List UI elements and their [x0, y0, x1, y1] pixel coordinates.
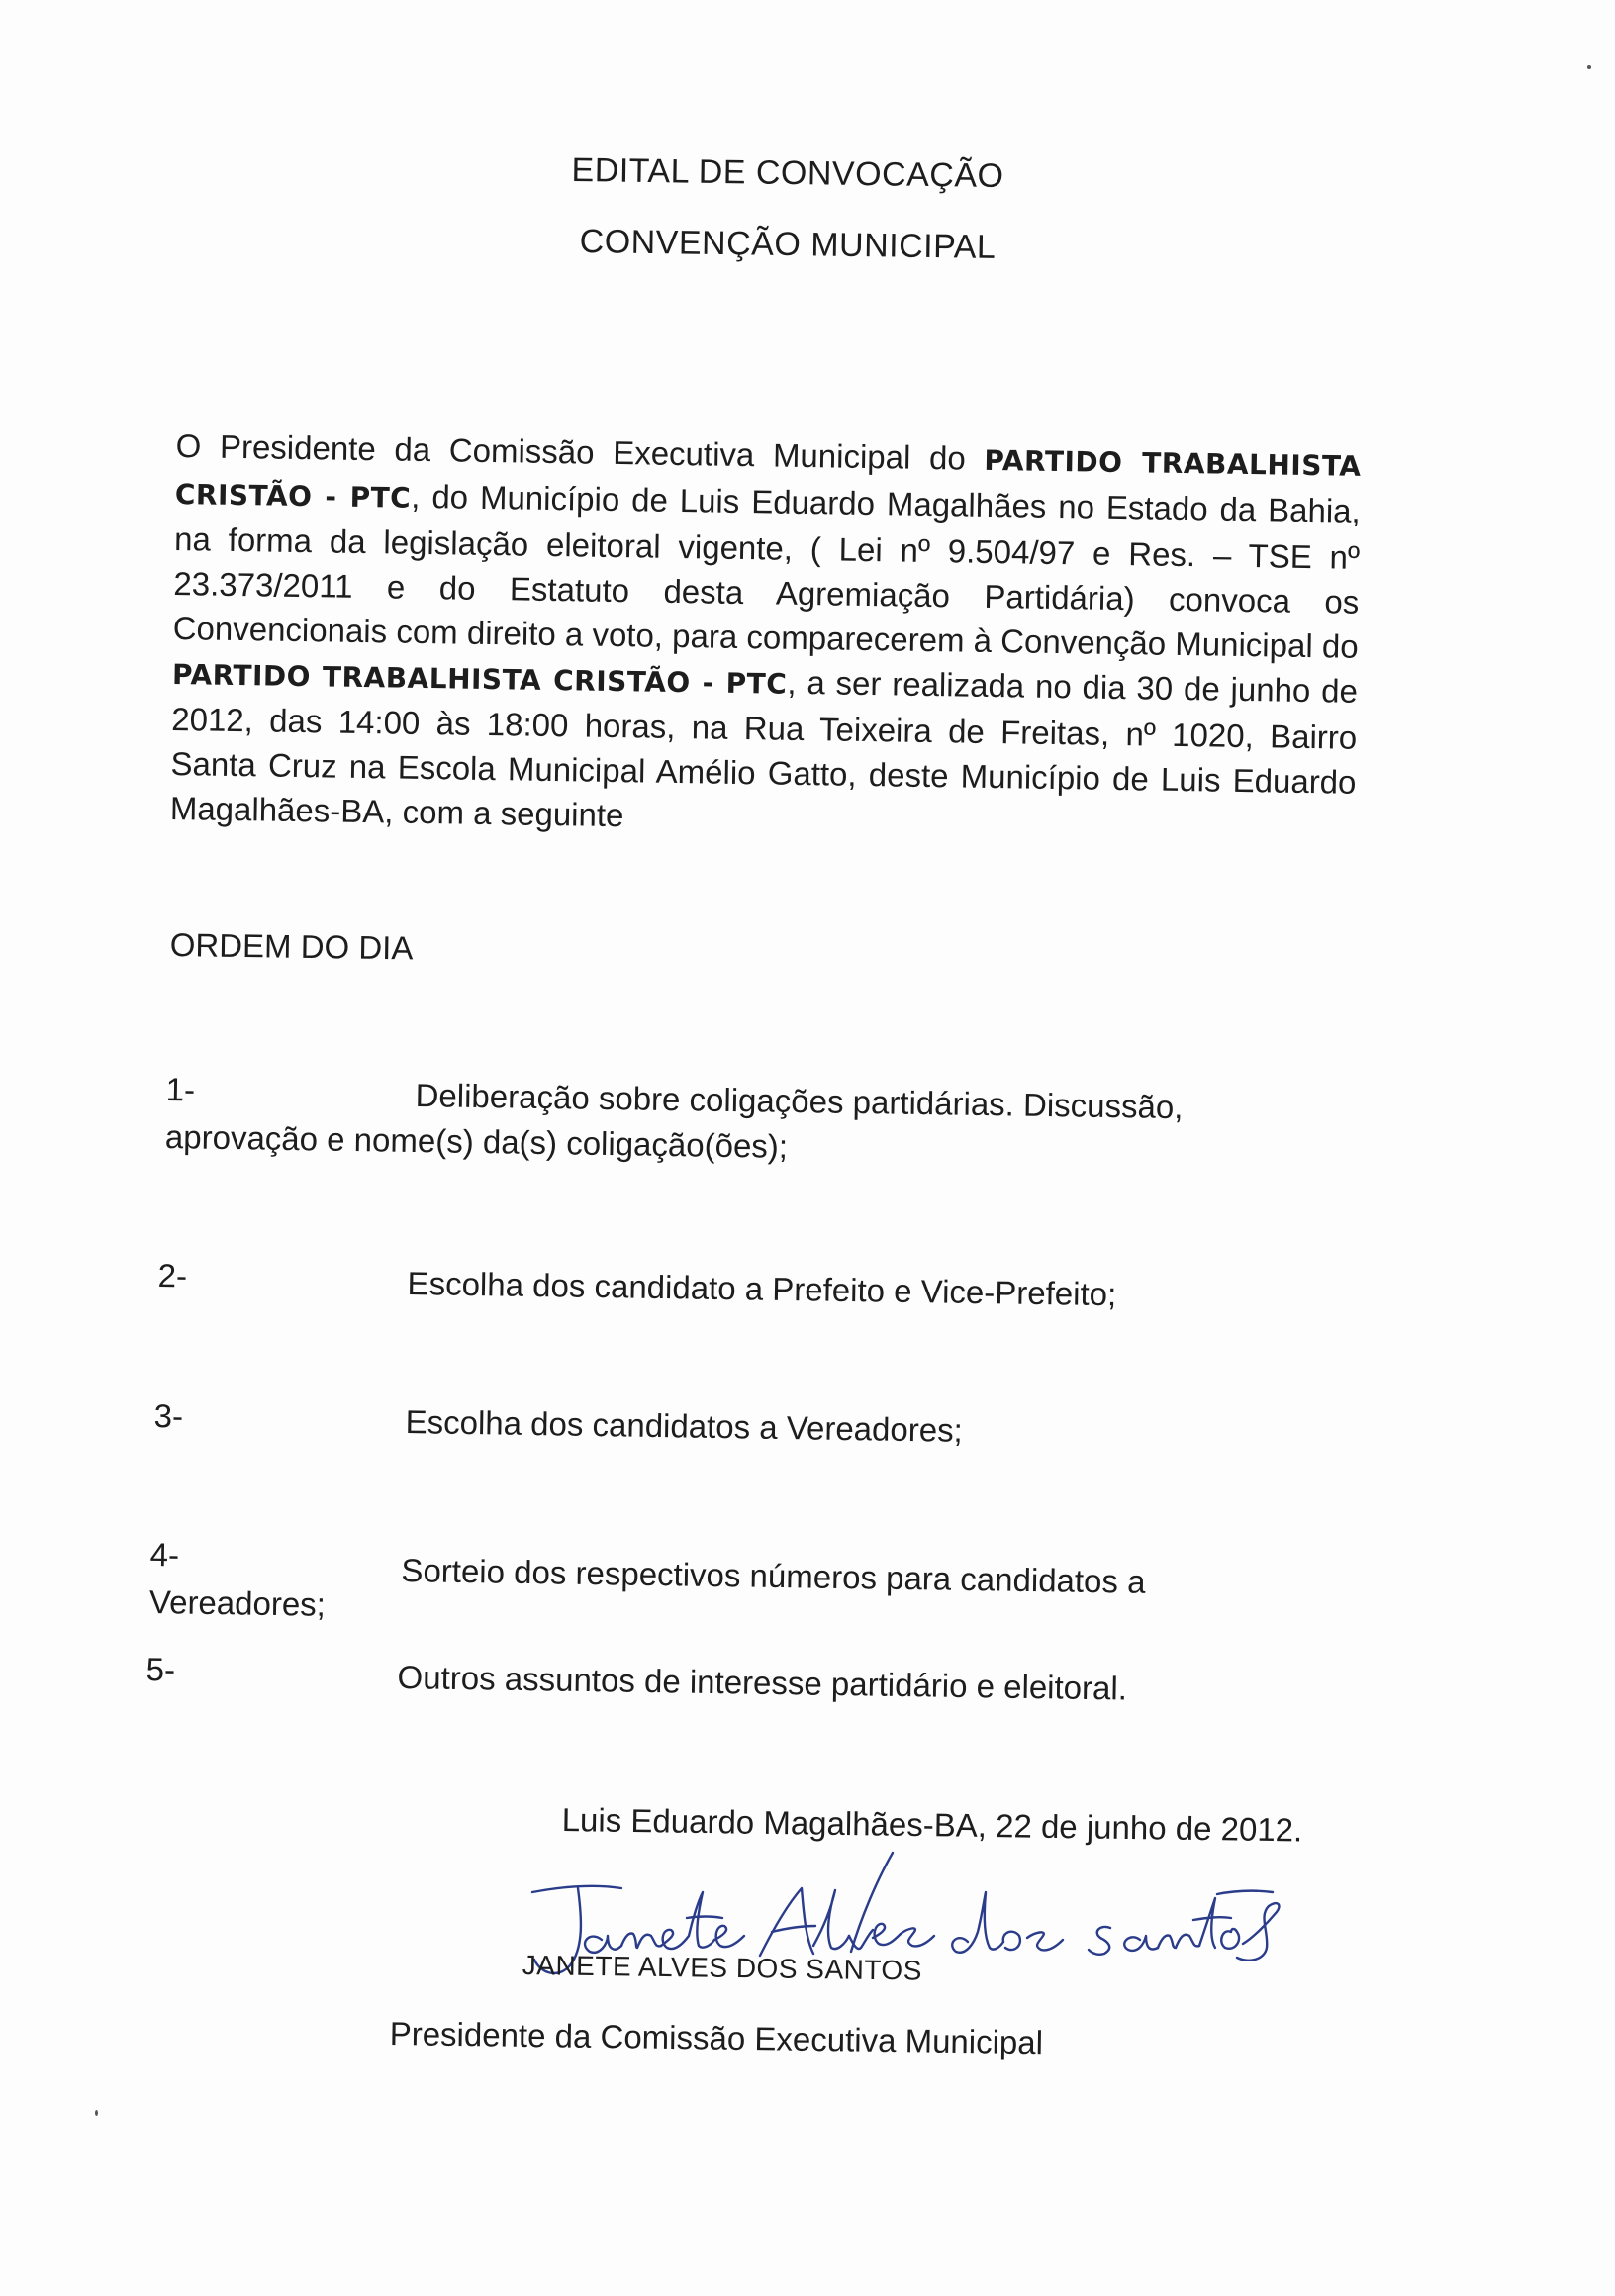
agenda-heading: ORDEM DO DIA	[169, 926, 414, 967]
agenda-item-2	[157, 1257, 1247, 1313]
convocation-paragraph	[170, 424, 1362, 849]
agenda-item-continuation: Vereadores;	[148, 1582, 327, 1623]
agenda-item-text: Outros assuntos de interesse partidário e eleitoral.	[397, 1658, 1128, 1707]
signer-role: Presidente da Comissão Executiva Municipal	[389, 2015, 1044, 2061]
agenda-item-text: Deliberação sobre coligações partidárias. Discussão,	[415, 1076, 1184, 1126]
date-location-line: Luis Eduardo Magalhães-BA, 22 de junho de 2012.	[561, 1801, 1303, 1849]
agenda-item-text: Sorteio dos respectivos números para candidatos a	[401, 1551, 1146, 1600]
party-name-1: PARTIDO TRABALHISTA CRISTÃO - PTC	[174, 443, 1362, 515]
party-name-2: PARTIDO TRABALHISTA CRISTÃO - PTC	[171, 657, 788, 701]
agenda-item-number: 5-	[145, 1651, 176, 1688]
agenda-item-number: 1-	[165, 1071, 196, 1108]
agenda-item-1	[164, 1071, 1255, 1165]
scan-speck	[95, 2110, 98, 2116]
agenda-item-number: 4-	[149, 1536, 180, 1574]
agenda-item-text: Escolha dos candidato a Prefeito e Vice-Prefeito;	[407, 1264, 1117, 1313]
agenda-item-text: Escolha dos candidatos a Vereadores;	[405, 1402, 964, 1449]
document-title: EDITAL DE CONVOCAÇÃO	[571, 150, 1004, 196]
agenda-item-number: 3-	[153, 1397, 184, 1435]
scan-speck	[1587, 65, 1591, 69]
paragraph-part-2: , do Município de Luis Eduardo Magalhães no Estado da Bahia, na forma da legislação eleitoral vigente, ( Lei nº 9.504/97 e Res. – TSE nº 23.373/2011 e do Estatuto desta Agremiação Partidária) convoca os Convencionais com direito a voto, para comparecerem à Convenção Municipal do	[172, 477, 1362, 665]
agenda-item-number: 2-	[157, 1257, 188, 1294]
agenda-item-continuation: aprovação e nome(s) da(s) coligação(ões);	[164, 1117, 789, 1165]
document-subtitle: CONVENÇÃO MUNICIPAL	[579, 223, 997, 266]
agenda-item-4	[148, 1536, 1239, 1623]
agenda-item-3	[153, 1397, 1243, 1449]
signer-name: JANETE ALVES DOS SANTOS	[522, 1950, 923, 1986]
agenda-item-5	[145, 1651, 1235, 1707]
paragraph-part-3: , a ser realizada no dia 30 de junho de 2012, das 14:00 às 18:00 horas, na Rua Teixeira de Freitas, nº 1020, Bairro Santa Cruz na Escola Municipal Amélio Gatto, deste Município de Luis Eduardo Magalhães-BA, com a seguinte	[169, 663, 1359, 834]
paragraph-part-1: O Presidente da Comissão Executiva Municipal do	[175, 427, 985, 477]
